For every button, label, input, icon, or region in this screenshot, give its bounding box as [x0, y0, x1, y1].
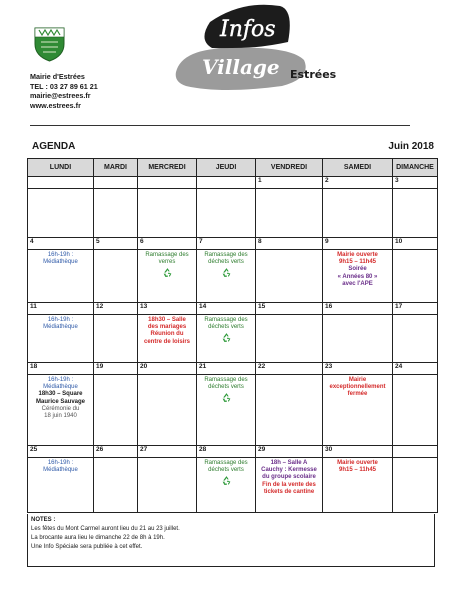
day-number: 10 [393, 238, 438, 250]
logo-infos-text: Infos [220, 17, 276, 42]
event-text: 18h30 – Square [38, 391, 83, 398]
day-number: 23 [323, 363, 393, 375]
day-number: 17 [393, 303, 438, 315]
day-cell[interactable] [94, 250, 138, 303]
event-text: exceptionnellement [329, 384, 386, 391]
event-text: verres [158, 259, 176, 266]
event-text: 9h15 – 11h45 [338, 467, 377, 474]
events-row [28, 458, 438, 513]
day-number: 28 [197, 446, 256, 458]
event-text: déchets verts [208, 324, 244, 331]
day-number: 20 [138, 363, 197, 375]
day-cell[interactable] [94, 315, 138, 363]
event-text: 18h – Salle A [270, 460, 308, 466]
weekday-header: VENDREDI [256, 159, 323, 177]
day-cell[interactable] [323, 250, 393, 303]
event-text: Soirée [348, 266, 367, 273]
events-row [28, 315, 438, 363]
day-cell[interactable] [94, 458, 138, 513]
calendar-table [27, 158, 438, 513]
infos-village-logo [172, 2, 342, 92]
day-cell[interactable] [323, 315, 393, 363]
weekday-header: JEUDI [197, 159, 256, 177]
logo-estrees-text: Estrées [290, 68, 337, 81]
day-number: 1 [256, 177, 323, 189]
day-number: 18 [28, 363, 94, 375]
event-text: déchets verts [208, 259, 244, 266]
day-cell[interactable] [138, 250, 197, 303]
header-divider [30, 125, 410, 126]
event-text: Réunion du [150, 331, 184, 338]
contact-block [30, 72, 98, 110]
day-cell[interactable] [138, 189, 197, 238]
day-number: 29 [256, 446, 323, 458]
weekday-header: SAMEDI [323, 159, 393, 177]
event-text: Ramassage des [204, 317, 248, 323]
day-number: 25 [28, 446, 94, 458]
event-text: Cérémonie du [41, 405, 80, 412]
day-number: 24 [393, 363, 438, 375]
weekday-header-row [28, 159, 438, 177]
day-number: 21 [197, 363, 256, 375]
village-crest-icon [33, 26, 66, 62]
month-title: Juin 2018 [388, 141, 434, 152]
event-text: des mariages [147, 324, 187, 331]
day-cell[interactable] [197, 458, 256, 513]
event-text: Médiathèque [43, 467, 78, 474]
weekday-header: LUNDI [28, 159, 94, 177]
day-number [28, 177, 94, 189]
event-text: avec l'APE [342, 280, 373, 287]
event-text: 16h-19h : [47, 317, 74, 323]
day-cell[interactable] [28, 458, 94, 513]
notes-line: La brocante aura lieu le dimanche 22 de 8h à 19h. [31, 535, 165, 541]
event-text: Mairie [348, 377, 367, 383]
day-number: 30 [323, 446, 393, 458]
day-cell[interactable] [256, 315, 323, 363]
event-text: 18 juin 1940 [44, 413, 77, 420]
weekday-header: MARDI [94, 159, 138, 177]
event-text: fermée [347, 391, 368, 398]
events-row [28, 250, 438, 303]
event-text: Ramassage des [204, 377, 248, 383]
logo-village-text: Village [202, 55, 280, 79]
day-cell[interactable] [256, 250, 323, 303]
day-number: 27 [138, 446, 197, 458]
weekday-header: DIMANCHE [393, 159, 438, 177]
events-row [28, 189, 438, 238]
day-number: 15 [256, 303, 323, 315]
day-number: 22 [256, 363, 323, 375]
website-link[interactable]: www.estrees.fr [30, 100, 81, 110]
day-number: 16 [323, 303, 393, 315]
event-text: 16h-19h : [47, 460, 74, 466]
event-text: Ramassage des [145, 252, 189, 258]
day-cell[interactable] [197, 315, 256, 363]
recycle-icon [221, 392, 232, 403]
event-text: Mairie ouverte [337, 252, 378, 258]
date-row [28, 238, 438, 250]
event-text: 16h-19h : [47, 377, 74, 383]
day-cell[interactable] [256, 375, 323, 446]
event-text: déchets verts [208, 384, 244, 391]
day-number: 8 [256, 238, 323, 250]
day-number: 7 [197, 238, 256, 250]
day-cell[interactable] [28, 375, 94, 446]
event-text: Cauchy : Kermesse [261, 467, 317, 474]
recycle-icon [221, 475, 232, 486]
day-cell[interactable] [94, 189, 138, 238]
day-cell[interactable] [393, 189, 438, 238]
notes-box [27, 514, 435, 567]
day-number: 9 [323, 238, 393, 250]
day-cell[interactable] [323, 189, 393, 238]
day-cell[interactable] [197, 375, 256, 446]
day-number: 14 [197, 303, 256, 315]
day-cell[interactable] [393, 458, 438, 513]
day-cell[interactable] [94, 375, 138, 446]
day-number: 26 [94, 446, 138, 458]
day-cell[interactable] [323, 458, 393, 513]
day-number [138, 177, 197, 189]
mairie-name: Mairie d'Estrées [30, 72, 85, 81]
event-text: Médiathèque [43, 324, 78, 331]
date-row [28, 446, 438, 458]
agenda-title: AGENDA [32, 141, 76, 152]
event-text: déchets verts [208, 467, 244, 474]
event-text: Maurice Sauvage [35, 398, 86, 405]
day-cell[interactable] [138, 375, 197, 446]
day-number [94, 177, 138, 189]
day-cell[interactable] [28, 189, 94, 238]
event-text: tickets de cantine [263, 488, 315, 495]
event-text: Médiathèque [43, 384, 78, 391]
date-row [28, 177, 438, 189]
event-text: « Années 80 » [337, 273, 378, 280]
day-cell[interactable] [138, 315, 197, 363]
day-cell[interactable] [197, 189, 256, 238]
day-number: 13 [138, 303, 197, 315]
day-cell[interactable] [393, 315, 438, 363]
day-cell[interactable] [393, 250, 438, 303]
event-text: Fin de la vente des [262, 481, 316, 488]
email-link[interactable]: mairie@estrees.fr [30, 91, 91, 101]
day-cell[interactable] [138, 458, 197, 513]
day-number: 2 [323, 177, 393, 189]
weekday-header: MERCREDI [138, 159, 197, 177]
notes-line: Les fêtes du Mont Carmel auront lieu du 21 au 23 juillet. [31, 526, 180, 532]
recycle-icon [221, 267, 232, 278]
day-cell[interactable] [256, 458, 323, 513]
day-cell[interactable] [323, 375, 393, 446]
recycle-icon [221, 332, 232, 343]
event-text: Ramassage des [204, 460, 248, 466]
day-number: 4 [28, 238, 94, 250]
day-cell[interactable] [393, 375, 438, 446]
date-row [28, 303, 438, 315]
event-text: Médiathèque [43, 259, 78, 266]
day-cell[interactable] [28, 315, 94, 363]
day-number: 11 [28, 303, 94, 315]
event-text: Ramassage des [204, 252, 248, 258]
event-text: centre de loisirs [143, 338, 191, 345]
event-text: 9h15 – 11h45 [338, 259, 377, 266]
events-row [28, 375, 438, 446]
day-number: 6 [138, 238, 197, 250]
notes-line: Une Info Spéciale sera publiée à cet effet. [31, 544, 143, 550]
day-number: 12 [94, 303, 138, 315]
day-number [393, 446, 438, 458]
event-text: 16h-19h : [47, 252, 74, 258]
notes-label: NOTES : [31, 517, 56, 523]
phone-number: TEL : 03 27 89 61 21 [30, 81, 98, 91]
event-text: 18h30 – Salle [148, 317, 186, 323]
day-cell[interactable] [28, 250, 94, 303]
date-row [28, 363, 438, 375]
day-cell[interactable] [256, 189, 323, 238]
event-text: du groupe scolaire [262, 474, 316, 481]
day-cell[interactable] [197, 250, 256, 303]
day-number: 5 [94, 238, 138, 250]
recycle-icon [162, 267, 173, 278]
day-number [197, 177, 256, 189]
day-number: 19 [94, 363, 138, 375]
day-number: 3 [393, 177, 438, 189]
event-text: Mairie ouverte [337, 460, 378, 466]
